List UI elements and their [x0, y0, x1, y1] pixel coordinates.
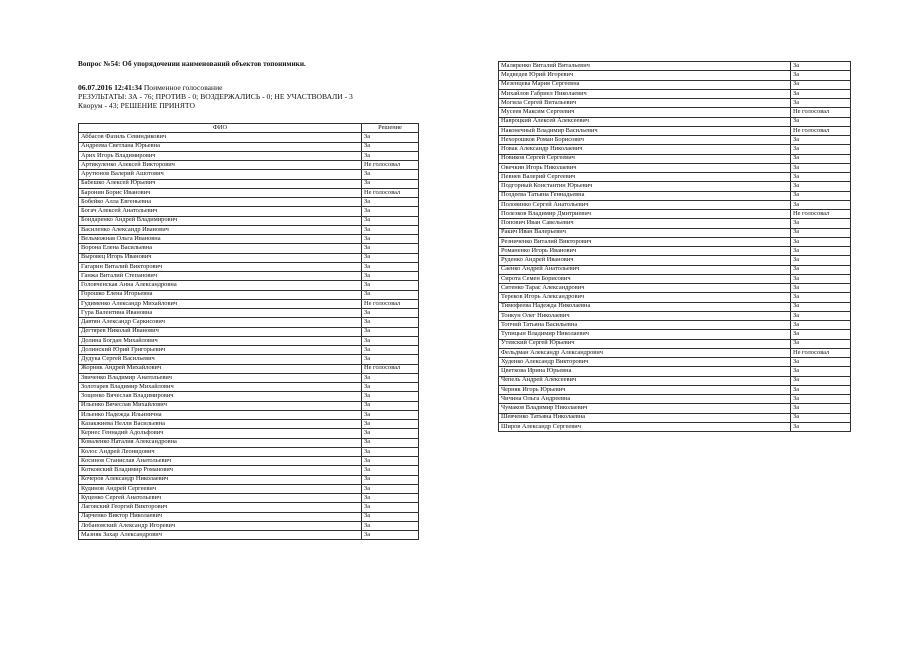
- vote-decision: За: [791, 358, 851, 367]
- deputy-name: Ракич Иван Валерьевич: [499, 228, 791, 237]
- table-row: [499, 274, 851, 283]
- table-row: [79, 521, 419, 530]
- deputy-name: Широв Александр Сергеевич: [499, 422, 791, 431]
- table-row: [499, 136, 851, 145]
- table-row: [499, 237, 851, 246]
- table-row: [79, 410, 419, 419]
- table-row: [499, 126, 851, 135]
- table-row: [499, 395, 851, 404]
- vote-decision: За: [362, 521, 419, 530]
- vote-decision: За: [791, 80, 851, 89]
- vote-decision: За: [791, 163, 851, 172]
- deputy-name: Михайлов Габриел Николаевич: [499, 89, 791, 98]
- deputy-name: Попович Иван Савельевич: [499, 219, 791, 228]
- table-row: [499, 80, 851, 89]
- deputy-name: Чепель Андрей Алексеевич: [499, 376, 791, 385]
- table-row: [499, 339, 851, 348]
- table-row: [499, 358, 851, 367]
- table-row: [79, 383, 419, 392]
- deputy-name: Тимофеева Надежда Николаевна: [499, 302, 791, 311]
- deputy-name: Золотарев Владимир Михайлович: [79, 383, 362, 392]
- vote-decision: Не голосовал: [362, 188, 419, 197]
- vote-decision: За: [791, 173, 851, 182]
- table-row: [499, 311, 851, 320]
- deputy-name: Горошко Елена Игорьевна: [79, 290, 362, 299]
- table-row: [79, 188, 419, 197]
- vote-decision: За: [362, 336, 419, 345]
- vote-decision: За: [362, 170, 419, 179]
- deputy-name: Поздеева Татьяна Геннадьевна: [499, 191, 791, 200]
- table-row: [499, 228, 851, 237]
- table-row: [79, 262, 419, 271]
- deputy-name: Дегтярев Николай Иванович: [79, 327, 362, 336]
- vote-decision: За: [362, 373, 419, 382]
- vote-decision: За: [791, 136, 851, 145]
- vote-decision: За: [362, 272, 419, 281]
- table-row: [499, 330, 851, 339]
- deputy-name: Полезков Владимир Дмитриевич: [499, 210, 791, 219]
- vote-decision: За: [362, 457, 419, 466]
- vote-decision: За: [791, 237, 851, 246]
- table-row: [79, 179, 419, 188]
- deputy-name: Коваленко Наталия Александровна: [79, 438, 362, 447]
- deputy-name: Дудука Сергей Васильевич: [79, 355, 362, 364]
- table-row: [79, 420, 419, 429]
- quorum-line: Кворум - 43; РЕШЕНИЕ ПРИНЯТО: [78, 100, 195, 110]
- vote-decision: За: [362, 216, 419, 225]
- deputy-name: Цветкова Ирина Юрьевна: [499, 367, 791, 376]
- deputy-name: Подгорный Константин Юрьевич: [499, 182, 791, 191]
- table-row: [79, 531, 419, 540]
- table-row: [499, 321, 851, 330]
- vote-type: Поименное голосование: [143, 83, 223, 92]
- deputy-name: Новак Александр Николаевич: [499, 145, 791, 154]
- vote-decision: За: [362, 327, 419, 336]
- vote-decision: Не голосовал: [362, 299, 419, 308]
- vote-decision: За: [362, 429, 419, 438]
- vote-decision: За: [791, 302, 851, 311]
- vote-decision: За: [362, 225, 419, 234]
- vote-decision: Не голосовал: [362, 364, 419, 373]
- vote-decision: За: [362, 420, 419, 429]
- vote-decision: Не голосовал: [791, 108, 851, 117]
- deputy-name: Баронин Борис Иванович: [79, 188, 362, 197]
- table-row: [499, 247, 851, 256]
- vote-decision: За: [362, 262, 419, 271]
- deputy-name: Мезенцева Мария Сергеевна: [499, 80, 791, 89]
- table-row: [79, 161, 419, 170]
- table-row: [499, 385, 851, 394]
- votes-table-left-body: [79, 133, 419, 540]
- deputy-name: Мазняк Захар Александрович: [79, 531, 362, 540]
- deputy-name: Котковский Владимир Романович: [79, 466, 362, 475]
- vote-decision: За: [362, 503, 419, 512]
- deputy-name: Мусеев Максим Сергеевич: [499, 108, 791, 117]
- table-row: [499, 89, 851, 98]
- table-row: [79, 503, 419, 512]
- results-line: РЕЗУЛЬТАТЫ: ЗА - 76; ПРОТИВ - 0; ВОЗДЕРЖАЛИСЬ - 0; НЕ УЧАСТВОВАЛИ - 3: [78, 91, 353, 101]
- deputy-name: Косинов Станислав Анатольевич: [79, 457, 362, 466]
- deputy-name: Лобановский Александр Игоревич: [79, 521, 362, 530]
- vote-decision: За: [362, 133, 419, 142]
- deputy-name: Шевченко Татьяна Николаевна: [499, 413, 791, 422]
- vote-decision: За: [791, 376, 851, 385]
- table-row: [499, 191, 851, 200]
- vote-decision: За: [362, 401, 419, 410]
- deputy-name: Овечкин Игорь Николаевич: [499, 163, 791, 172]
- deputy-name: Тонкун Олег Николаевич: [499, 311, 791, 320]
- table-header-row: [79, 124, 419, 133]
- vote-decision: За: [791, 395, 851, 404]
- vote-decision: За: [362, 512, 419, 521]
- vote-decision: За: [362, 253, 419, 262]
- table-row: [499, 163, 851, 172]
- vote-decision: За: [791, 191, 851, 200]
- vote-decision: За: [362, 531, 419, 540]
- table-row: [79, 466, 419, 475]
- table-row: [79, 336, 419, 345]
- deputy-name: Колос Андрей Леонидович: [79, 447, 362, 456]
- vote-decision: Не голосовал: [791, 126, 851, 135]
- vote-decision: За: [791, 413, 851, 422]
- deputy-name: Давтян Александр Саркисович: [79, 318, 362, 327]
- deputy-name: Гагарин Виталий Викторович: [79, 262, 362, 271]
- table-row: [79, 170, 419, 179]
- deputy-name: Бондаренко Андрей Владимирович: [79, 216, 362, 225]
- deputy-name: Медведев Юрий Игоревич: [499, 71, 791, 80]
- deputy-name: Черняк Игорь Юрьевич: [499, 385, 791, 394]
- table-row: [499, 117, 851, 126]
- table-row: [79, 309, 419, 318]
- deputy-name: Утевский Сергей Юрьевич: [499, 339, 791, 348]
- deputy-name: Головченская Анна Александровна: [79, 281, 362, 290]
- deputy-name: Романенко Игорь Иванович: [499, 247, 791, 256]
- deputy-name: Вельможная Ольга Ивановна: [79, 235, 362, 244]
- deputy-name: Выровец Игорь Иванович: [79, 253, 362, 262]
- vote-decision: За: [362, 392, 419, 401]
- table-row: [79, 142, 419, 151]
- vote-decision: За: [362, 355, 419, 364]
- deputy-name: Руденко Андрей Иванович: [499, 256, 791, 265]
- deputy-name: Арих Игорь Владимирович: [79, 151, 362, 160]
- table-row: [79, 216, 419, 225]
- table-row: [499, 265, 851, 274]
- deputy-name: Василенко Александр Иванович: [79, 225, 362, 234]
- vote-decision: За: [362, 383, 419, 392]
- table-row: [499, 293, 851, 302]
- table-row: [79, 281, 419, 290]
- deputy-name: Чичина Ольга Андреевна: [499, 395, 791, 404]
- vote-decision: За: [362, 484, 419, 493]
- table-row: [79, 151, 419, 160]
- deputy-name: Казакжиева Нелли Васильевна: [79, 420, 362, 429]
- deputy-name: Звиченко Владимир Анатольевич: [79, 373, 362, 382]
- deputy-name: Долина Богдан Михайлович: [79, 336, 362, 345]
- table-row: [499, 348, 851, 357]
- vote-decision: Не голосовал: [791, 348, 851, 357]
- deputy-name: Новиков Сергей Сергеевич: [499, 154, 791, 163]
- vote-decision: За: [362, 346, 419, 355]
- vote-decision: За: [791, 367, 851, 376]
- vote-decision: За: [362, 244, 419, 253]
- vote-decision: За: [791, 311, 851, 320]
- vote-decision: За: [362, 318, 419, 327]
- deputy-name: Топчий Татьяна Васильевна: [499, 321, 791, 330]
- table-row: [79, 290, 419, 299]
- deputy-name: Богач Алексей Анатольевич: [79, 207, 362, 216]
- deputy-name: Ситенко Тарас Александрович: [499, 284, 791, 293]
- deputy-name: Тупицын Владимир Николаевич: [499, 330, 791, 339]
- table-row: [499, 71, 851, 80]
- table-row: [79, 346, 419, 355]
- vote-decision: За: [791, 200, 851, 209]
- table-row: [79, 512, 419, 521]
- table-row: [79, 225, 419, 234]
- vote-decision: За: [791, 422, 851, 431]
- deputy-name: Чумаков Владимир Николаевич: [499, 404, 791, 413]
- table-row: [79, 401, 419, 410]
- deputy-name: Худенко Александр Викторович: [499, 358, 791, 367]
- table-row: [79, 447, 419, 456]
- vote-decision: За: [791, 182, 851, 191]
- table-row: [499, 145, 851, 154]
- table-row: [79, 318, 419, 327]
- table-row: [79, 327, 419, 336]
- table-row: [499, 413, 851, 422]
- votes-table-left: [78, 123, 419, 540]
- deputy-name: Могила Сергей Витальевич: [499, 99, 791, 108]
- table-row: [79, 299, 419, 308]
- vote-decision: За: [791, 228, 851, 237]
- table-row: [499, 376, 851, 385]
- vote-decision: За: [791, 274, 851, 283]
- vote-decision: За: [791, 99, 851, 108]
- vote-decision: За: [362, 475, 419, 484]
- table-row: [79, 133, 419, 142]
- deputy-name: Ильенко Вячеслав Михайлович: [79, 401, 362, 410]
- vote-decision: За: [791, 321, 851, 330]
- vote-decision: За: [362, 438, 419, 447]
- table-row: [79, 484, 419, 493]
- table-row: [79, 457, 419, 466]
- votes-table-right: [498, 61, 851, 432]
- deputy-name: Кудинов Андрей Сергеевич: [79, 484, 362, 493]
- table-row: [79, 355, 419, 364]
- table-row: [499, 108, 851, 117]
- vote-decision: Не голосовал: [791, 210, 851, 219]
- table-row: [499, 99, 851, 108]
- vote-decision: За: [791, 219, 851, 228]
- table-row: [499, 173, 851, 182]
- deputy-name: Долинский Юрий Григорьевич: [79, 346, 362, 355]
- table-row: [499, 219, 851, 228]
- deputy-name: Жорник Андрей Михайлович: [79, 364, 362, 373]
- table-row: [499, 154, 851, 163]
- deputy-name: Лаговский Георгий Викторович: [79, 503, 362, 512]
- vote-decision: За: [362, 179, 419, 188]
- deputy-name: Кочеров Александр Николаевич: [79, 475, 362, 484]
- vote-timestamp: 06.07.2016 12:41:34: [78, 83, 142, 92]
- deputy-name: Гудименко Александр Михайлович: [79, 299, 362, 308]
- table-row: [79, 253, 419, 262]
- deputy-name: Ларченко Виктор Николаевич: [79, 512, 362, 521]
- table-row: [499, 182, 851, 191]
- vote-decision: За: [791, 256, 851, 265]
- vote-decision: За: [791, 247, 851, 256]
- table-row: [79, 494, 419, 503]
- table-row: [79, 198, 419, 207]
- table-row: [79, 207, 419, 216]
- vote-decision: За: [791, 117, 851, 126]
- deputy-name: Певнев Валерий Сергеевич: [499, 173, 791, 182]
- vote-decision: За: [362, 410, 419, 419]
- header-name: ФИО: [79, 124, 362, 133]
- table-row: [79, 272, 419, 281]
- vote-decision: За: [362, 207, 419, 216]
- vote-decision: За: [791, 265, 851, 274]
- deputy-name: Арутюнов Валерий Ашотович: [79, 170, 362, 179]
- vote-decision: За: [362, 494, 419, 503]
- deputy-name: Бабешко Алексей Юрьевич: [79, 179, 362, 188]
- vote-decision: Не голосовал: [362, 161, 419, 170]
- vote-decision: За: [362, 281, 419, 290]
- vote-decision: За: [362, 235, 419, 244]
- vote-decision: За: [362, 309, 419, 318]
- table-row: [499, 367, 851, 376]
- deputy-name: Навроцкий Алексей Алексеевич: [499, 117, 791, 126]
- deputy-name: Куценко Сергей Анатольевич: [79, 494, 362, 503]
- deputy-name: Ильенко Надежда Ильинична: [79, 410, 362, 419]
- table-row: [79, 235, 419, 244]
- table-row: [499, 404, 851, 413]
- deputy-name: Тереков Игорь Александрович: [499, 293, 791, 302]
- deputy-name: Ворона Елена Васильевна: [79, 244, 362, 253]
- question-meta: [78, 84, 418, 110]
- vote-decision: За: [362, 142, 419, 151]
- deputy-name: Фельдман Александр Александрович: [499, 348, 791, 357]
- table-row: [499, 284, 851, 293]
- vote-decision: За: [362, 198, 419, 207]
- vote-decision: За: [362, 290, 419, 299]
- deputy-name: Нехорошков Роман Борисович: [499, 136, 791, 145]
- vote-decision: За: [791, 284, 851, 293]
- table-row: [499, 200, 851, 209]
- deputy-name: Аббасов Фазиль Севиндикович: [79, 133, 362, 142]
- question-title: Вопрос №54: Об упорядочении наименований объектов топонимики.: [78, 60, 306, 68]
- deputy-name: Сирота Семен Борисович: [499, 274, 791, 283]
- vote-decision: За: [791, 154, 851, 163]
- deputy-name: Маляренко Виталий Витальевич: [499, 62, 791, 71]
- table-row: [499, 422, 851, 431]
- table-row: [79, 373, 419, 382]
- vote-decision: За: [791, 71, 851, 80]
- vote-decision: За: [791, 404, 851, 413]
- table-row: [499, 302, 851, 311]
- vote-decision: За: [791, 385, 851, 394]
- deputy-name: Андреева Светлана Юрьевна: [79, 142, 362, 151]
- table-row: [79, 429, 419, 438]
- vote-decision: За: [791, 330, 851, 339]
- deputy-name: Ганжа Виталий Степанович: [79, 272, 362, 281]
- deputy-name: Половинко Сергей Анатольевич: [499, 200, 791, 209]
- vote-decision: За: [791, 145, 851, 154]
- deputy-name: Гура Валентина Ивановна: [79, 309, 362, 318]
- table-row: [79, 438, 419, 447]
- table-row: [499, 62, 851, 71]
- vote-decision: За: [791, 293, 851, 302]
- vote-decision: За: [362, 447, 419, 456]
- vote-decision: За: [362, 151, 419, 160]
- deputy-name: Наконечный Владимир Васильевич: [499, 126, 791, 135]
- deputy-name: Кернес Геннадий Адольфович: [79, 429, 362, 438]
- deputy-name: Резниченко Виталий Викторович: [499, 237, 791, 246]
- table-row: [79, 244, 419, 253]
- deputy-name: Зощенко Вячеслав Владимирович: [79, 392, 362, 401]
- vote-decision: За: [791, 339, 851, 348]
- deputy-name: Артикуленко Алексей Викторович: [79, 161, 362, 170]
- table-row: [79, 475, 419, 484]
- table-row: [79, 392, 419, 401]
- deputy-name: Бобейко Алла Евгеньевна: [79, 198, 362, 207]
- votes-table-right-body: [499, 62, 851, 432]
- vote-decision: За: [791, 89, 851, 98]
- vote-decision: За: [362, 466, 419, 475]
- deputy-name: Саенко Андрей Анатольевич: [499, 265, 791, 274]
- vote-decision: За: [791, 62, 851, 71]
- table-row: [79, 364, 419, 373]
- table-row: [499, 256, 851, 265]
- header-decision: Решение: [362, 124, 419, 133]
- table-row: [499, 210, 851, 219]
